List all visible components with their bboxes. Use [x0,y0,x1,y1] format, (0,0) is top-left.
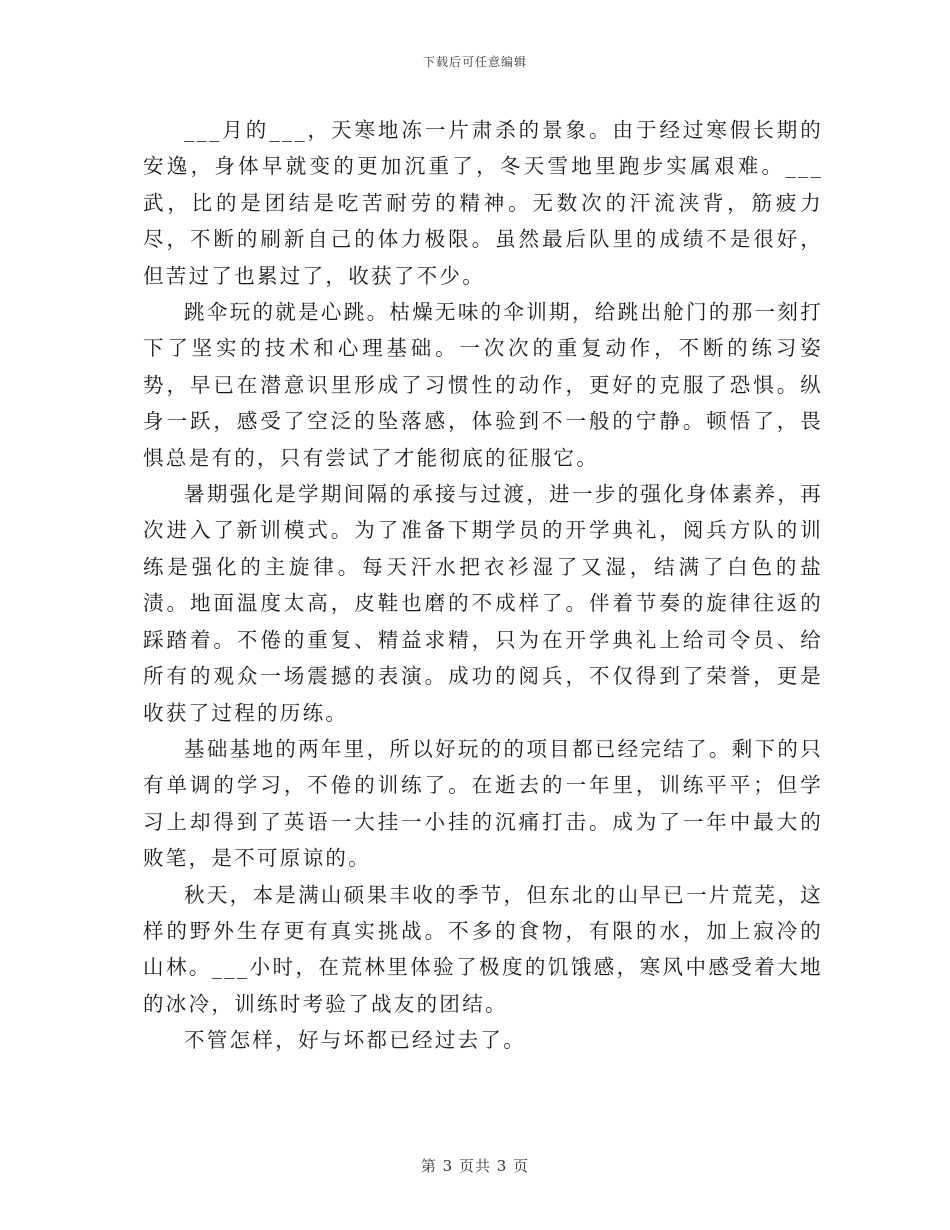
page-number: 第 3 页共 3 页 [420,1157,530,1175]
paragraph: 基础基地的两年里，所以好玩的的项目都已经完结了。剩下的只有单调的学习，不倦的训练了。在逝去的一年里，训练平平；但学习上却得到了英语一大挂一小挂的沉痛打击。成为了一年中最大的败笔，是不可原谅的。 [143,736,823,871]
paragraph: ___月的___，天寒地冻一片肃杀的景象。由于经过寒假长期的安逸，身体早就变的更加沉重了，冬天雪地里跑步实属艰难。___武，比的是团结是吃苦耐劳的精神。无数次的汗流浃背，筋疲力尽，不断的刷新自己的体力极限。虽然最后队里的成绩不是很好，但苦过了也累过了，收获了不少。 [143,118,823,288]
paragraph: 暑期强化是学期间隔的承接与过渡，进一步的强化身体素养，再次进入了新训模式。为了准备下期学员的开学典礼，阅兵方队的训练是强化的主旋律。每天汗水把衣衫湿了又湿，结满了白色的盐渍。地面温度太高，皮鞋也磨的不成样了。伴着节奏的旋律往返的踩踏着。不倦的重复、精益求精，只为在开学典礼上给司令员、给所有的观众一场震撼的表演。成功的阅兵，不仅得到了荣誉，更是收获了过程的历练。 [143,482,823,725]
paragraph: 不管怎样，好与坏都已经过去了。 [184,1028,526,1053]
paragraph: 跳伞玩的就是心跳。枯燥无味的伞训期，给跳出舱门的那一刻打下了坚实的技术和心理基础。一次次的重复动作，不断的练习姿势，早已在潜意识里形成了习惯性的动作，更好的克服了恐惧。纵身一跃，感受了空泛的坠落感，体验到不一般的宁静。顿悟了，畏惧总是有的，只有尝试了才能彻底的征服它。 [143,300,823,470]
document-body [143,112,823,1059]
paragraph: 秋天，本是满山硕果丰收的季节，但东北的山早已一片荒芜，这样的野外生存更有真实挑战。不多的食物，有限的水，加上寂冷的山林。___小时，在荒林里体验了极度的饥饿感，寒风中感受着大地的冰冷，训练时考验了战友的团结。 [143,882,823,1016]
page-header: 下载后可任意编辑 [422,55,527,69]
